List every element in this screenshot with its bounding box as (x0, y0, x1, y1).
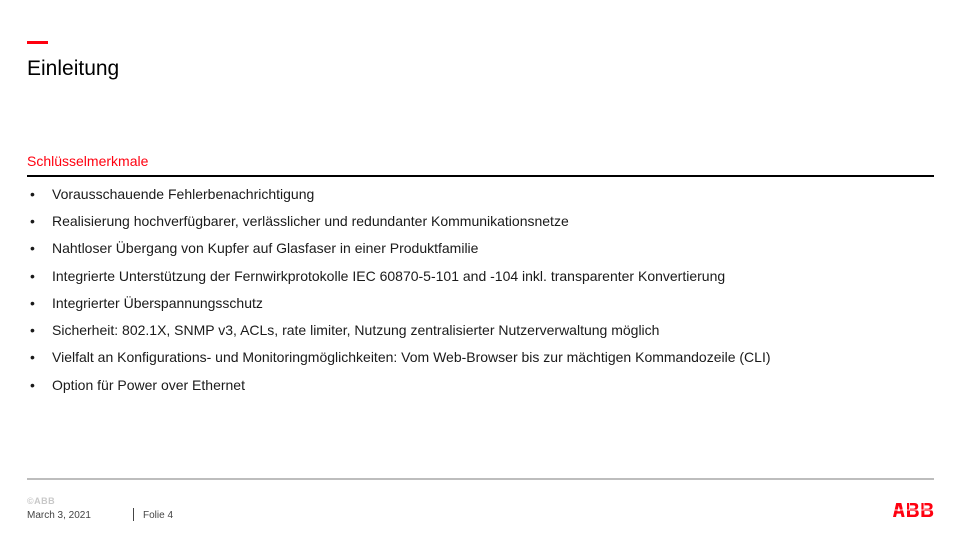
section-divider (27, 175, 934, 177)
list-item (27, 180, 771, 207)
bullet-text: Integrierter Überspannungsschutz (52, 294, 263, 311)
footer-copyright-logo: ©ABB (27, 496, 56, 506)
bullet-marker: • (30, 294, 35, 311)
slide-title: Einleitung (27, 57, 120, 80)
footer-slide-number: Folie 4 (143, 510, 174, 521)
bullet-list (27, 180, 771, 398)
section-heading: Schlüsselmerkmale (27, 153, 149, 169)
list-item (27, 316, 771, 343)
bullet-marker: • (30, 349, 35, 366)
abb-logo-icon (893, 503, 934, 517)
bullet-text: Option für Power over Ethernet (52, 376, 245, 393)
bullet-text: Vielfalt an Konfigurations- und Monitoringmöglichkeiten: Vom Web-Browser bis zur mächtigen Kommandozeile (CLI) (52, 349, 771, 366)
bullet-marker: • (30, 212, 35, 229)
list-item (27, 344, 771, 371)
bullet-marker: • (30, 240, 35, 257)
bullet-marker: • (30, 185, 35, 202)
footer-date: March 3, 2021 (27, 510, 91, 521)
bullet-marker: • (30, 376, 35, 393)
bullet-text: Nahtloser Übergang von Kupfer auf Glasfaser in einer Produktfamilie (52, 240, 479, 257)
list-item (27, 371, 771, 398)
list-item (27, 262, 771, 289)
list-item (27, 289, 771, 316)
footer-divider (27, 478, 934, 480)
bullet-text: Integrierte Unterstützung der Fernwirkprotokolle IEC 60870-5-101 and -104 inkl. transparenter Konvertierung (52, 267, 726, 284)
list-item (27, 235, 771, 262)
list-item (27, 207, 771, 234)
bullet-marker: • (30, 267, 35, 284)
footer-separator (133, 508, 134, 521)
bullet-marker: • (30, 322, 35, 339)
bullet-text: Sicherheit: 802.1X, SNMP v3, ACLs, rate limiter, Nutzung zentralisierter Nutzerverwaltung möglich (52, 322, 660, 339)
title-accent-bar (27, 41, 48, 44)
bullet-text: Realisierung hochverfügbarer, verlässlicher und redundanter Kommunikationsnetze (52, 212, 569, 229)
bullet-text: Vorausschauende Fehlerbenachrichtigung (52, 185, 315, 202)
